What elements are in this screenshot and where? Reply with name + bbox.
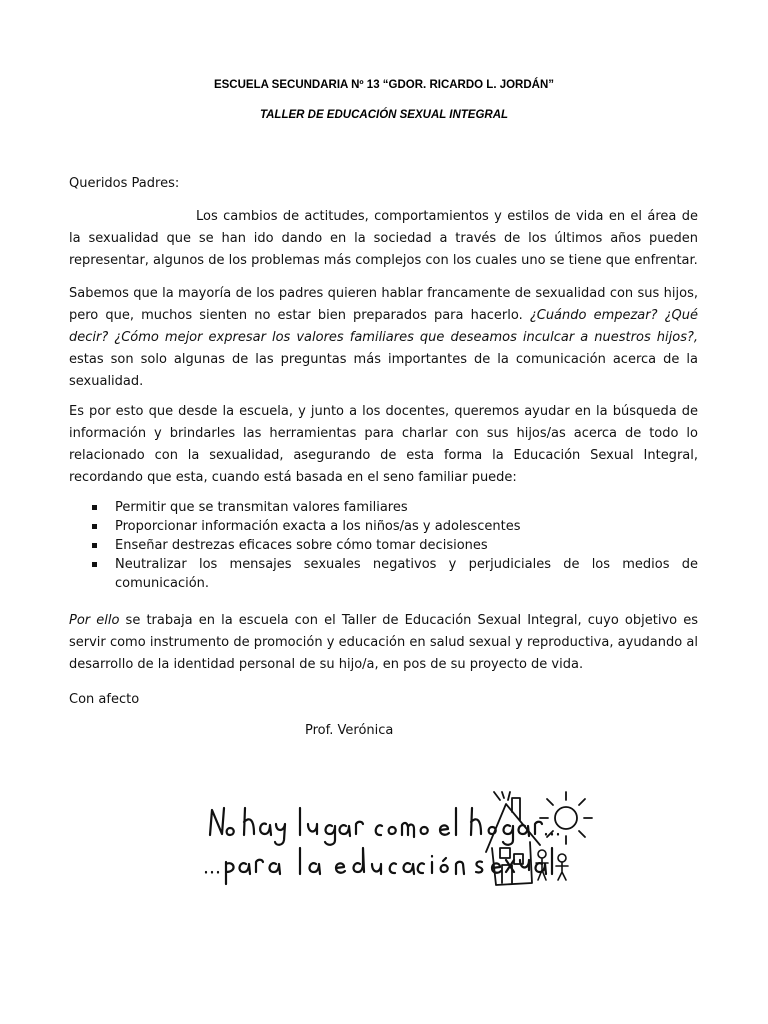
list-item: Neutralizar los mensajes sexuales negativos y perjudiciales de los medios de comunicación. xyxy=(92,555,698,593)
benefits-list xyxy=(92,498,698,593)
list-item: Permitir que se transmitan valores familiares xyxy=(92,498,698,517)
handwritten-slogan xyxy=(206,808,558,884)
workshop-title: TALLER DE EDUCACIÓN SEXUAL INTEGRAL xyxy=(259,109,509,121)
greeting: Queridos Padres: xyxy=(69,176,180,191)
paragraph-2-questions: ¿Cuándo empezar? ¿Qué decir? ¿Cómo mejor expresar los valores familiares que deseamos inculcar a nuestros hijos?, xyxy=(69,308,698,345)
sun-icon xyxy=(540,792,592,844)
paragraph-4-text: se trabaja en la escuela con el Taller de Educación Sexual Integral, cuyo objetivo es servir como instrumento de promoción y educación en salud sexual y reproductiva, ayudando al desarrollo de la identidad personal de su hijo/a, en pos de su proyecto de vida. xyxy=(69,613,698,672)
paragraph-3 xyxy=(69,401,698,489)
list-item: Enseñar destrezas eficaces sobre cómo tomar decisiones xyxy=(92,536,698,555)
signature: Prof. Verónica xyxy=(305,723,394,738)
paragraph-2-text-a: Sabemos que la mayoría de los padres quieren hablar francamente de sexualidad con sus hijos, pero que, muchos sienten no estar bien preparados para hacerlo. xyxy=(69,286,698,323)
paragraph-2-text-b: estas son solo algunas de las preguntas más importantes de la comunicación acerca de la sexualidad. xyxy=(69,352,698,389)
handwritten-illustration xyxy=(200,790,600,890)
paragraph-4 xyxy=(69,610,698,676)
paragraph-1-text: Los cambios de actitudes, comportamientos y estilos de vida en el área de la sexualidad que se han ido dando en la sociedad a través de los últimos años pueden representar, algunos de los problemas más complejos con los cuales uno se tiene que enfrentar. xyxy=(69,209,698,268)
paragraph-3-text: Es por esto que desde la escuela, y junto a los docentes, queremos ayudar en la búsqueda de información y brindarles las herramientas para charlar con sus hijos/as acerca de todo lo relacionado con la sexualidad, asegurando de esta forma la Educación Sexual Integral, recordando que esta, cuando está basada en el seno familiar puede: xyxy=(69,404,698,485)
paragraph-4-lead: Por ello xyxy=(69,613,120,628)
list-item: Proporcionar información exacta a los niños/as y adolescentes xyxy=(92,517,698,536)
paragraph-2 xyxy=(69,283,698,393)
school-title: ESCUELA SECUNDARIA Nº 13 “GDOR. RICARDO L. JORDÁN” xyxy=(213,79,555,91)
paragraph-1 xyxy=(69,206,698,272)
closing: Con afecto xyxy=(69,692,140,707)
